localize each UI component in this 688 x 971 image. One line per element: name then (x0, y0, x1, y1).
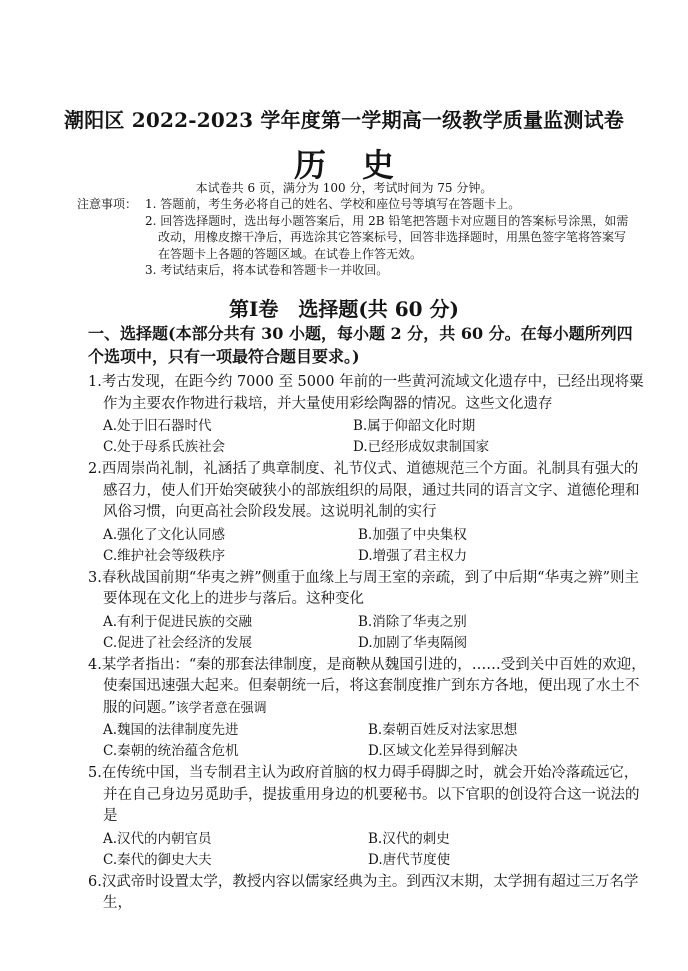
option-c: C.促进了社会经济的发展 (103, 634, 253, 651)
option-b: B.秦朝百姓反对法家思想 (368, 722, 518, 738)
exam-intro: 本试卷共 6 页，满分为 100 分，考试时间为 75 分钟。 (195, 181, 493, 195)
question-prompt: 该学者意在强调 (175, 700, 267, 716)
option-group (88, 829, 648, 871)
subject-title: 历史 (293, 146, 430, 184)
question-1 (88, 372, 648, 458)
question-stem-text: 3.春秋战国前期“华夷之辨”侧重于血缘上与周王室的亲疏，到了中后期“华夷之辨”则主要体现在文化上的进步与落后。这种变化 (88, 569, 639, 607)
question-stem-text: 6.汉武帝时设置太学，教授内容以儒家经典为主。到西汉末期，太学拥有超过三万名学生， (88, 873, 639, 911)
question-stem (88, 568, 648, 611)
question-2 (88, 459, 648, 567)
section-title: 一、选择题(本部分共有 30 小题，每小题 2 分，共 60 分。在每小题所列四个选项中，只有一项最符合题目要求。) (88, 324, 633, 366)
question-stem-text: 4.某学者指出：“秦的那套法律制度，是商鞅从魏国引进的，……受到关中百姓的欢迎，使秦国迅速强大起来。但秦朝统一后，将这套制度推广到东方各地，便出现了水土不服的问题。” (88, 656, 646, 716)
option-b: B.汉代的刺史 (368, 830, 450, 847)
question-stem-text: 5.在传统中国，当专制君主认为政府首脑的权力碍手碍脚之时，就会开始冷落疏远它，并在自己身边另觅助手，提拔重用身边的机要秘书。以下官职的创设符合这一说法的是 (88, 765, 640, 824)
option-d: D.唐代节度使 (368, 851, 451, 868)
option-a: A.有利于促进民族的交融 (103, 613, 253, 630)
option-d: D.加剧了华夷隔阂 (358, 634, 468, 651)
option-b: B.加强了中央集权 (358, 526, 467, 543)
question-6 (88, 872, 648, 915)
question-5 (88, 763, 648, 871)
option-c: C.秦代的御史大夫 (103, 851, 212, 868)
option-group (88, 612, 648, 654)
question-stem (88, 459, 648, 524)
option-group (88, 416, 648, 458)
option-a: A.强化了文化认同感 (103, 526, 226, 543)
option-a: A.汉代的内朝官员 (103, 830, 212, 847)
exam-title: 潮阳区 2022-2023 学年度第一学期高一级教学质量监测试卷 (64, 108, 624, 132)
option-b: B.消除了华夷之别 (358, 613, 467, 630)
question-stem (88, 372, 648, 415)
option-c: C.处于母系氏族社会 (103, 439, 226, 455)
question-stem-text: 2.西周崇尚礼制，礼涵括了典章制度、礼节仪式、道德规范三个方面。礼制具有强大的感召力，使人们开始突破狭小的部族组织的局限，通过共同的语言文字、道德伦理和风俗习惯，向更高社会阶段发展。这说明礼制的实行 (88, 461, 640, 520)
notice-label: 注意事项： (77, 197, 138, 211)
question-stem (88, 655, 648, 720)
question-stem (88, 763, 648, 828)
option-a: A.魏国的法律制度先进 (103, 722, 239, 738)
question-list (88, 372, 648, 915)
option-a: A.处于旧石器时代 (103, 418, 212, 434)
notice-list (145, 196, 635, 279)
notice-item: 2. 回答选择题时，选出每小题答案后，用 2B 铅笔把答题卡对应题目的答案标号涂黑，如需改动，用橡皮擦干净后，再选涂其它答案标号，回答非选择题时，用黑色签字笔将答案写在答题卡上各题的答题区域。在试卷上作答无效。 (145, 213, 629, 261)
option-group (88, 720, 648, 762)
option-d: D.已经形成奴隶制国家 (353, 439, 490, 455)
option-d: D.区域文化差异得到解决 (368, 743, 518, 759)
notice-item: 3. 考试结束后，将本试卷和答题卡一并收回。 (145, 263, 389, 277)
option-c: C.秦朝的统治蕴含危机 (103, 743, 239, 759)
question-stem (88, 872, 648, 915)
notice-item: 1. 答题前，考生务必将自己的姓名、学校和座位号等填写在答题卡上。 (145, 197, 521, 211)
option-d: D.增强了君主权力 (358, 547, 468, 564)
option-c: C.维护社会等级秩序 (103, 547, 226, 564)
option-group (88, 525, 648, 567)
part-title: 第Ⅰ卷 选择题(共 60 分) (228, 297, 460, 321)
option-b: B.属于仰韶文化时期 (353, 418, 476, 434)
question-stem-text: 1.考古发现，在距今约 7000 至 5000 年前的一些黄河流域文化遗存中，已经出现将粟作为主要农作物进行栽培，并大量使用彩绘陶器的情况。这些文化遗存 (88, 374, 644, 412)
question-4 (88, 655, 648, 763)
question-3 (88, 568, 648, 654)
